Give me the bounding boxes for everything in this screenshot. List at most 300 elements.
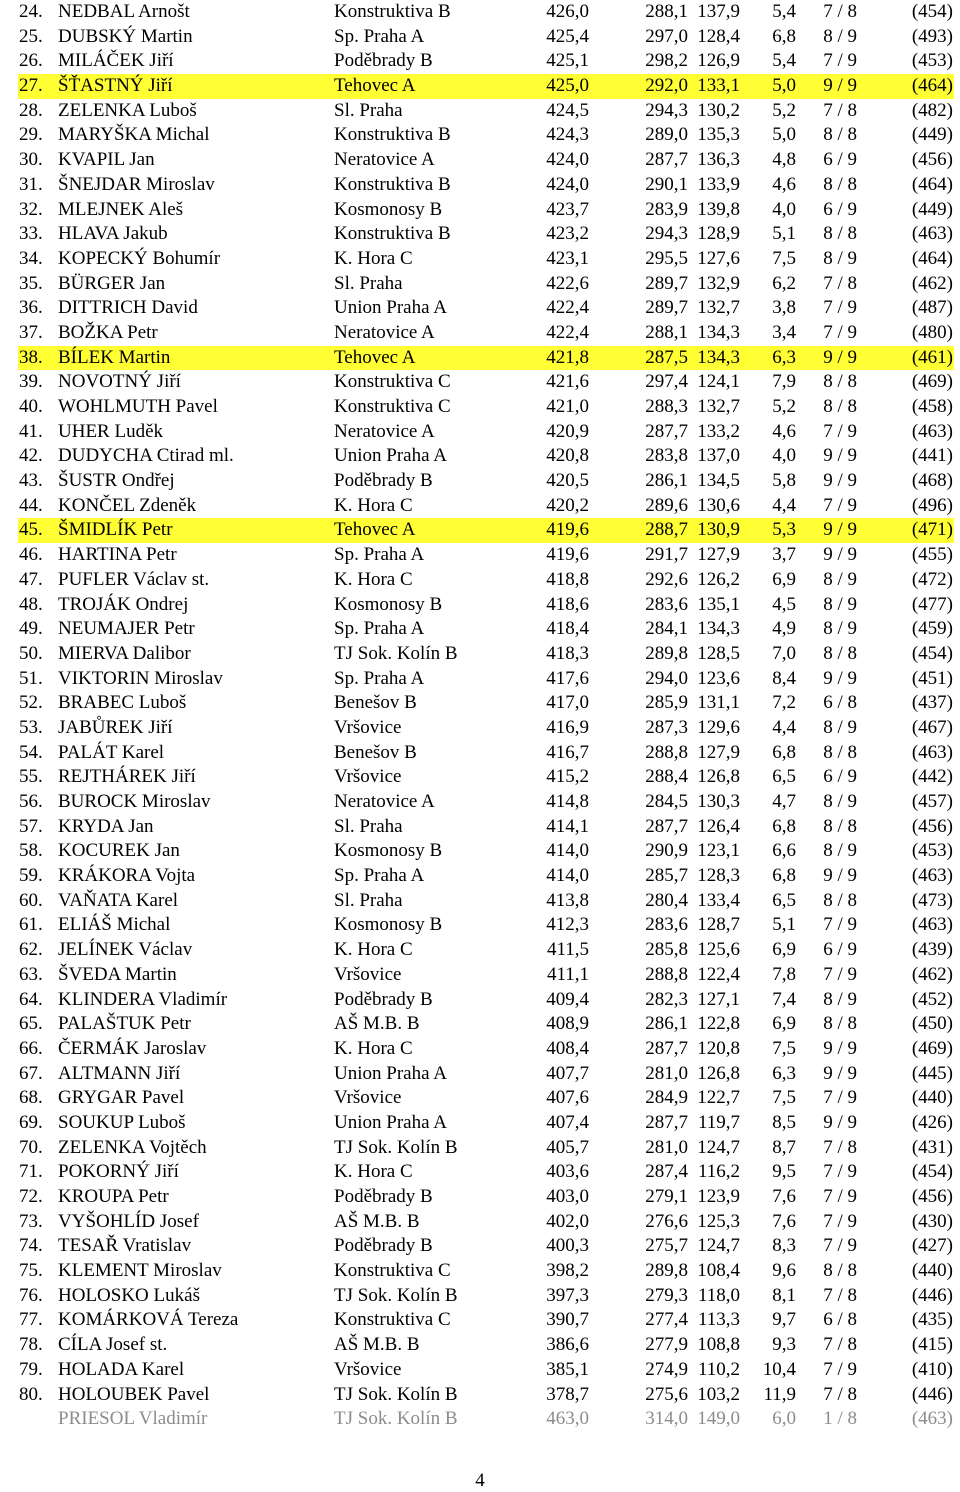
table-row — [0, 222, 960, 247]
total-score-cell: 403,0 — [546, 1186, 589, 1207]
player-name-cell: HARTINA Petr — [58, 544, 177, 566]
total-score-cell: 418,6 — [546, 593, 589, 615]
rank-cell: 75. — [19, 1260, 43, 1282]
lanes-cell: 7 / 9 — [823, 420, 857, 442]
highlighted-table-row — [0, 74, 960, 99]
club-cell: Konstruktiva C — [334, 371, 451, 393]
rank-cell: 67. — [19, 1062, 43, 1084]
total-score-cell: 413,8 — [546, 889, 589, 911]
rank-cell: 60. — [19, 889, 43, 911]
clearing-cell: 127,9 — [697, 741, 740, 763]
misses-cell: 5,3 — [772, 519, 796, 541]
club-cell: AŠ M.B. B — [334, 1210, 420, 1232]
full-throws-cell: 287,7 — [645, 815, 688, 837]
total-score-cell: 386,6 — [546, 1334, 589, 1356]
page-number: 4 — [475, 1470, 485, 1491]
clearing-cell: 124,1 — [697, 371, 740, 393]
best-score-cell: (426) — [911, 1111, 953, 1133]
lanes-cell: 8 / 8 — [823, 741, 857, 763]
clearing-cell: 134,5 — [697, 470, 740, 492]
full-throws-cell: 282,3 — [645, 988, 688, 1010]
player-name-cell: KVAPIL Jan — [58, 149, 155, 171]
misses-cell: 6,3 — [772, 1062, 796, 1084]
best-score-cell: (442) — [911, 766, 953, 788]
clearing-cell: 128,3 — [697, 865, 740, 887]
player-name-cell: CÍLA Josef st. — [58, 1334, 168, 1356]
clearing-cell: 135,1 — [697, 593, 740, 615]
lanes-cell: 8 / 9 — [823, 988, 857, 1010]
total-score-cell: 417,0 — [546, 692, 589, 714]
player-name-cell: VYŠOHLÍD Josef — [58, 1210, 199, 1232]
best-score-cell: (454) — [911, 642, 953, 664]
clearing-cell: 132,7 — [697, 396, 740, 417]
full-throws-cell: 284,5 — [645, 791, 688, 812]
total-score-cell: 411,5 — [546, 939, 589, 961]
rank-cell: 49. — [19, 618, 43, 640]
player-name-cell: ŠMIDLÍK Petr — [58, 519, 173, 541]
highlighted-table-row — [0, 346, 960, 371]
player-name-cell: WOHLMUTH Pavel — [58, 396, 218, 417]
total-score-cell: 400,3 — [546, 1235, 589, 1257]
total-score-cell: 415,2 — [546, 766, 589, 788]
table-row — [0, 1333, 960, 1358]
total-score-cell: 423,2 — [546, 223, 589, 245]
misses-cell: 9,3 — [772, 1334, 796, 1356]
table-row — [0, 913, 960, 938]
table-row — [0, 1062, 960, 1087]
best-score-cell: (446) — [911, 1284, 953, 1306]
player-name-cell: MLEJNEK Aleš — [58, 198, 184, 220]
player-name-cell: ČERMÁK Jaroslav — [58, 1037, 207, 1059]
best-score-cell: (463) — [911, 914, 953, 936]
table-row — [0, 0, 960, 25]
lanes-cell: 8 / 9 — [823, 568, 857, 590]
best-score-cell: (458) — [911, 396, 953, 417]
best-score-cell: (454) — [911, 1, 953, 22]
table-row — [0, 667, 960, 692]
rank-cell: 77. — [19, 1309, 43, 1331]
total-score-cell: 405,7 — [546, 1136, 589, 1158]
player-name-cell: HOLADA Karel — [58, 1358, 185, 1380]
club-cell: Sp. Praha A — [334, 618, 425, 640]
misses-cell: 11,9 — [763, 1383, 796, 1405]
best-score-cell: (449) — [911, 198, 953, 220]
player-name-cell: MARYŠKA Michal — [58, 124, 210, 146]
club-cell: Sp. Praha A — [334, 865, 425, 887]
club-cell: Konstruktiva B — [334, 124, 451, 146]
club-cell: Konstruktiva B — [334, 1, 451, 22]
full-throws-cell: 285,7 — [645, 865, 688, 887]
lanes-cell: 7 / 8 — [823, 1383, 857, 1405]
full-throws-cell: 289,7 — [645, 272, 688, 294]
full-throws-cell: 283,6 — [645, 593, 688, 615]
club-cell: Sp. Praha A — [334, 25, 425, 47]
total-score-cell: 398,2 — [546, 1260, 589, 1282]
misses-cell: 9,7 — [772, 1309, 796, 1331]
lanes-cell: 8 / 8 — [823, 173, 857, 195]
total-score-cell: 426,0 — [546, 1, 589, 22]
best-score-cell: (427) — [911, 1235, 953, 1257]
club-cell: Benešov B — [334, 741, 417, 763]
lanes-cell: 6 / 8 — [823, 1309, 857, 1331]
best-score-cell: (445) — [911, 1062, 953, 1084]
best-score-cell: (467) — [911, 716, 953, 738]
player-name-cell: MILÁČEK Jiří — [58, 50, 174, 72]
clearing-cell: 132,9 — [697, 272, 740, 294]
player-name-cell: KLEMENT Miroslav — [58, 1260, 222, 1282]
club-cell: Tehovec A — [334, 75, 416, 97]
lanes-cell: 7 / 8 — [823, 1, 857, 22]
best-score-cell: (440) — [911, 1260, 953, 1282]
table-row — [0, 1012, 960, 1037]
best-score-cell: (453) — [911, 50, 953, 72]
club-cell: Neratovice A — [334, 420, 435, 442]
player-name-cell: ŠŤASTNÝ Jiří — [58, 75, 173, 97]
club-cell: Konstruktiva C — [334, 1260, 451, 1282]
misses-cell: 5,0 — [772, 75, 796, 97]
player-name-cell: ALTMANN Jiří — [58, 1062, 181, 1084]
lanes-cell: 9 / 9 — [823, 865, 857, 887]
club-cell: Konstruktiva C — [334, 396, 451, 417]
lanes-cell: 8 / 9 — [823, 25, 857, 47]
full-throws-cell: 290,1 — [645, 173, 688, 195]
full-throws-cell: 277,4 — [645, 1309, 688, 1331]
full-throws-cell: 287,5 — [645, 346, 688, 368]
table-row — [0, 593, 960, 618]
total-score-cell: 407,4 — [546, 1111, 589, 1133]
best-score-cell: (468) — [911, 470, 953, 492]
lanes-cell: 6 / 9 — [823, 939, 857, 961]
total-score-cell: 409,4 — [546, 988, 589, 1010]
table-row — [0, 568, 960, 593]
table-row — [0, 1358, 960, 1383]
total-score-cell: 420,9 — [546, 420, 589, 442]
table-row — [0, 148, 960, 173]
full-throws-cell: 288,4 — [645, 766, 688, 788]
player-name-cell: ZELENKA Luboš — [58, 99, 197, 121]
total-score-cell: 416,7 — [546, 741, 589, 763]
best-score-cell: (464) — [911, 173, 953, 195]
player-name-cell: SOUKUP Luboš — [58, 1111, 186, 1133]
full-throws-cell: 274,9 — [645, 1358, 688, 1380]
total-score-cell: 424,0 — [546, 149, 589, 171]
rank-cell: 65. — [19, 1013, 43, 1035]
clearing-cell: 134,3 — [697, 618, 740, 640]
total-score-cell: 397,3 — [546, 1284, 589, 1306]
full-throws-cell: 294,3 — [645, 223, 688, 245]
player-name-cell: DUBSKÝ Martin — [58, 25, 193, 47]
misses-cell: 5,2 — [772, 99, 796, 121]
clearing-cell: 124,7 — [697, 1235, 740, 1257]
rank-cell: 73. — [19, 1210, 43, 1232]
lanes-cell: 9 / 9 — [823, 544, 857, 566]
rank-cell: 37. — [19, 321, 43, 343]
table-row — [0, 321, 960, 346]
lanes-cell: 7 / 8 — [823, 99, 857, 121]
misses-cell: 7,5 — [772, 1087, 796, 1109]
rank-cell: 59. — [19, 865, 43, 887]
clearing-cell: 110,2 — [697, 1358, 740, 1380]
best-score-cell: (487) — [911, 297, 953, 319]
full-throws-cell: 288,8 — [645, 963, 688, 985]
table-row — [0, 815, 960, 840]
clearing-cell: 122,4 — [697, 963, 740, 985]
player-name-cell: BÜRGER Jan — [58, 272, 166, 294]
clearing-cell: 103,2 — [697, 1383, 740, 1405]
club-cell: K. Hora C — [334, 939, 413, 961]
table-row — [0, 25, 960, 50]
player-name-cell: ŠVEDA Martin — [58, 963, 177, 985]
rank-cell: 55. — [19, 766, 43, 788]
rank-cell: 48. — [19, 593, 43, 615]
club-cell: Poděbrady B — [334, 470, 433, 492]
total-score-cell: 422,4 — [546, 321, 589, 343]
full-throws-cell: 275,7 — [645, 1235, 688, 1257]
lanes-cell: 7 / 9 — [823, 914, 857, 936]
club-cell: Sl. Praha — [334, 815, 403, 837]
best-score-cell: (482) — [911, 99, 953, 121]
clearing-cell: 119,7 — [697, 1111, 740, 1133]
lanes-cell: 8 / 8 — [823, 642, 857, 664]
clearing-cell: 127,1 — [697, 988, 740, 1010]
total-score-cell: 424,3 — [546, 124, 589, 146]
player-name-cell: ZELENKA Vojtěch — [58, 1136, 207, 1158]
rank-cell: 43. — [19, 470, 43, 492]
club-cell: Benešov B — [334, 692, 417, 714]
table-row — [0, 1185, 960, 1210]
rank-cell: 79. — [19, 1358, 43, 1380]
full-throws-cell: 297,0 — [645, 25, 688, 47]
total-score-cell: 463,0 — [546, 1408, 589, 1430]
misses-cell: 4,0 — [772, 198, 796, 220]
misses-cell: 8,5 — [772, 1111, 796, 1133]
full-throws-cell: 275,6 — [645, 1383, 688, 1405]
clearing-cell: 122,8 — [697, 1013, 740, 1035]
rank-cell: 50. — [19, 642, 43, 664]
total-score-cell: 385,1 — [546, 1358, 589, 1380]
full-throws-cell: 289,7 — [645, 297, 688, 319]
rank-cell: 54. — [19, 741, 43, 763]
table-row — [0, 1407, 960, 1432]
clearing-cell: 128,4 — [697, 25, 740, 47]
misses-cell: 7,2 — [772, 692, 796, 714]
misses-cell: 5,8 — [772, 470, 796, 492]
best-score-cell: (463) — [911, 865, 953, 887]
lanes-cell: 6 / 8 — [823, 692, 857, 714]
table-row — [0, 494, 960, 519]
lanes-cell: 7 / 9 — [823, 1358, 857, 1380]
rank-cell: 58. — [19, 840, 43, 862]
best-score-cell: (496) — [911, 494, 953, 516]
lanes-cell: 8 / 9 — [823, 791, 857, 812]
club-cell: Poděbrady B — [334, 1186, 433, 1207]
misses-cell: 6,8 — [772, 865, 796, 887]
rank-cell: 57. — [19, 815, 43, 837]
rank-cell: 52. — [19, 692, 43, 714]
total-score-cell: 420,8 — [546, 445, 589, 467]
player-name-cell: KRYDA Jan — [58, 815, 154, 837]
full-throws-cell: 279,1 — [645, 1186, 688, 1207]
rank-cell: 44. — [19, 494, 43, 516]
rank-cell: 46. — [19, 544, 43, 566]
misses-cell: 4,9 — [772, 618, 796, 640]
lanes-cell: 9 / 9 — [823, 667, 857, 689]
clearing-cell: 126,9 — [697, 50, 740, 72]
club-cell: Kosmonosy B — [334, 593, 443, 615]
table-row — [0, 963, 960, 988]
misses-cell: 7,6 — [772, 1186, 796, 1207]
total-score-cell: 425,4 — [546, 25, 589, 47]
total-score-cell: 420,2 — [546, 494, 589, 516]
table-row — [0, 49, 960, 74]
best-score-cell: (477) — [911, 593, 953, 615]
table-row — [0, 1308, 960, 1333]
total-score-cell: 425,1 — [546, 50, 589, 72]
table-row — [0, 1259, 960, 1284]
best-score-cell: (456) — [911, 149, 953, 171]
player-name-cell: HOLOSKO Lukáš — [58, 1284, 200, 1306]
best-score-cell: (410) — [911, 1358, 953, 1380]
total-score-cell: 378,7 — [546, 1383, 589, 1405]
lanes-cell: 8 / 8 — [823, 371, 857, 393]
player-name-cell: BRABEC Luboš — [58, 692, 187, 714]
rank-cell: 70. — [19, 1136, 43, 1158]
misses-cell: 6,0 — [772, 1408, 796, 1430]
clearing-cell: 137,9 — [697, 1, 740, 22]
total-score-cell: 411,1 — [546, 963, 589, 985]
misses-cell: 6,8 — [772, 815, 796, 837]
lanes-cell: 7 / 9 — [823, 1186, 857, 1207]
misses-cell: 8,4 — [772, 667, 796, 689]
club-cell: K. Hora C — [334, 247, 413, 269]
player-name-cell: KOCUREK Jan — [58, 840, 180, 862]
full-throws-cell: 289,8 — [645, 1260, 688, 1282]
full-throws-cell: 297,4 — [645, 371, 688, 393]
full-throws-cell: 285,8 — [645, 939, 688, 961]
clearing-cell: 128,7 — [697, 914, 740, 936]
misses-cell: 3,8 — [772, 297, 796, 319]
full-throws-cell: 291,7 — [645, 544, 688, 566]
clearing-cell: 116,2 — [697, 1161, 740, 1183]
rank-cell: 78. — [19, 1334, 43, 1356]
clearing-cell: 134,3 — [697, 346, 740, 368]
misses-cell: 6,3 — [772, 346, 796, 368]
clearing-cell: 132,7 — [697, 297, 740, 319]
table-row — [0, 420, 960, 445]
table-row — [0, 741, 960, 766]
misses-cell: 7,5 — [772, 1037, 796, 1059]
lanes-cell: 7 / 8 — [823, 1136, 857, 1158]
clearing-cell: 118,0 — [697, 1284, 740, 1306]
full-throws-cell: 298,2 — [645, 50, 688, 72]
best-score-cell: (464) — [911, 247, 953, 269]
best-score-cell: (437) — [911, 692, 953, 714]
lanes-cell: 9 / 9 — [823, 470, 857, 492]
table-row — [0, 716, 960, 741]
table-row — [0, 247, 960, 272]
total-score-cell: 421,8 — [546, 346, 589, 368]
clearing-cell: 130,3 — [697, 791, 740, 812]
player-name-cell: PRIESOL Vladimír — [58, 1408, 208, 1430]
full-throws-cell: 288,8 — [645, 741, 688, 763]
best-score-cell: (459) — [911, 618, 953, 640]
club-cell: Vršovice — [334, 1087, 402, 1109]
lanes-cell: 8 / 9 — [823, 840, 857, 862]
clearing-cell: 137,0 — [697, 445, 740, 467]
lanes-cell: 7 / 8 — [823, 1334, 857, 1356]
player-name-cell: JABŮREK Jiří — [58, 716, 173, 738]
club-cell: Vršovice — [334, 1358, 402, 1380]
misses-cell: 4,4 — [772, 716, 796, 738]
best-score-cell: (464) — [911, 75, 953, 97]
table-row — [0, 938, 960, 963]
table-row — [0, 889, 960, 914]
player-name-cell: NOVOTNÝ Jiří — [58, 371, 181, 393]
misses-cell: 8,3 — [772, 1235, 796, 1257]
clearing-cell: 126,4 — [697, 815, 740, 837]
lanes-cell: 6 / 9 — [823, 149, 857, 171]
table-row — [0, 1086, 960, 1111]
club-cell: Konstruktiva C — [334, 1309, 451, 1331]
misses-cell: 10,4 — [762, 1358, 796, 1380]
clearing-cell: 126,2 — [697, 568, 740, 590]
lanes-cell: 7 / 9 — [823, 297, 857, 319]
best-score-cell: (454) — [911, 1161, 953, 1183]
clearing-cell: 113,3 — [697, 1309, 740, 1331]
misses-cell: 5,1 — [772, 223, 796, 245]
best-score-cell: (463) — [911, 741, 953, 763]
clearing-cell: 135,3 — [697, 124, 740, 146]
rank-cell: 30. — [19, 149, 43, 171]
best-score-cell: (451) — [911, 667, 953, 689]
rank-cell: 31. — [19, 173, 43, 195]
lanes-cell: 8 / 8 — [823, 1260, 857, 1282]
misses-cell: 6,8 — [772, 25, 796, 47]
player-name-cell: KOMÁRKOVÁ Tereza — [58, 1309, 239, 1331]
best-score-cell: (493) — [911, 25, 953, 47]
rank-cell: 68. — [19, 1087, 43, 1109]
highlighted-table-row — [0, 518, 960, 543]
player-name-cell: KRÁKORA Vojta — [58, 865, 196, 887]
rank-cell: 24. — [19, 1, 43, 22]
table-row — [0, 173, 960, 198]
clearing-cell: 128,9 — [697, 223, 740, 245]
club-cell: Konstruktiva B — [334, 223, 451, 245]
rank-cell: 53. — [19, 716, 43, 738]
full-throws-cell: 287,4 — [645, 1161, 688, 1183]
full-throws-cell: 281,0 — [645, 1062, 688, 1084]
total-score-cell: 402,0 — [546, 1210, 589, 1232]
rank-cell: 33. — [19, 223, 43, 245]
table-row — [0, 1160, 960, 1185]
player-name-cell: ŠUSTR Ondřej — [58, 470, 175, 492]
misses-cell: 8,7 — [772, 1136, 796, 1158]
rank-cell: 64. — [19, 988, 43, 1010]
clearing-cell: 127,9 — [697, 544, 740, 566]
lanes-cell: 8 / 8 — [823, 124, 857, 146]
misses-cell: 4,4 — [772, 494, 796, 516]
full-throws-cell: 289,8 — [645, 642, 688, 664]
misses-cell: 7,9 — [772, 371, 796, 393]
full-throws-cell: 288,7 — [645, 519, 688, 541]
rank-cell: 62. — [19, 939, 43, 961]
rank-cell: 56. — [19, 791, 43, 812]
best-score-cell: (415) — [911, 1334, 953, 1356]
best-score-cell: (446) — [911, 1383, 953, 1405]
table-row — [0, 1111, 960, 1136]
rank-cell: 76. — [19, 1284, 43, 1306]
best-score-cell: (472) — [911, 568, 953, 590]
